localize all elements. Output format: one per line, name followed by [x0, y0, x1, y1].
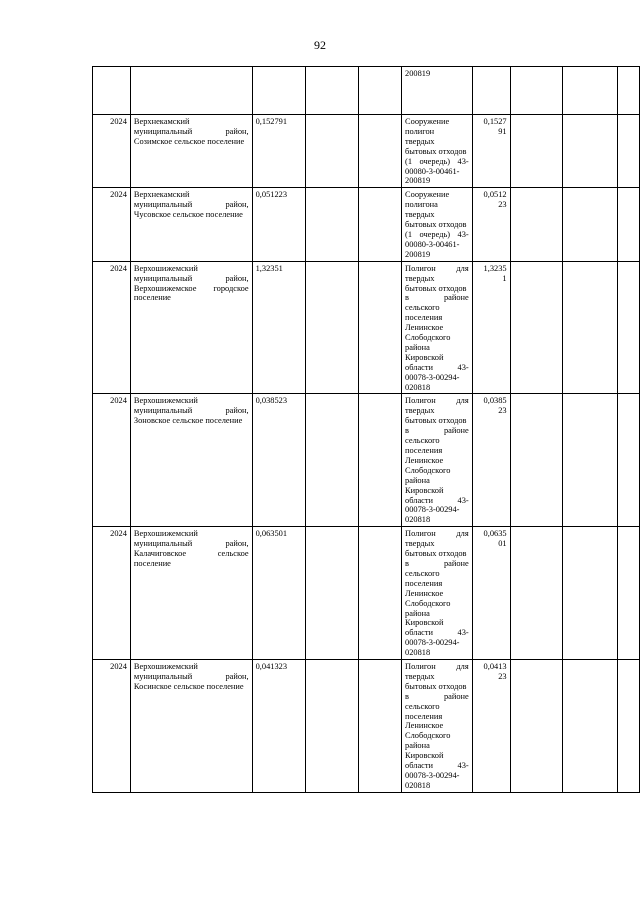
- object-line: Кировской: [405, 751, 444, 761]
- object-line: области 43-: [405, 761, 469, 771]
- cell-year: 2024: [93, 188, 131, 261]
- cell-volume: 0,063501: [252, 527, 305, 660]
- volume-2-line: 91: [498, 126, 507, 136]
- cell-municipality: Верхошижемский муниципальный район, Верхошижемское городское поселение: [130, 261, 252, 394]
- volume-2-line: 0,0385: [483, 396, 507, 406]
- object-line: Сооружение: [405, 117, 450, 126]
- volume-2-line: 1: [502, 273, 507, 283]
- object-line: Полигон для: [405, 662, 469, 672]
- cell-object: [402, 67, 473, 115]
- object-line: района: [405, 741, 430, 751]
- object-line: 200819: [405, 249, 431, 259]
- object-line: твердых: [405, 136, 435, 146]
- object-line: сельского: [405, 436, 440, 446]
- cell-empty: [510, 188, 563, 261]
- object-line: Слободского: [405, 333, 451, 343]
- cell-empty: [305, 660, 359, 793]
- cell-empty: [305, 67, 359, 115]
- cell-volume: 1,32351: [252, 261, 305, 394]
- cell-empty: [359, 660, 402, 793]
- cell-volume: 0,051223: [252, 188, 305, 261]
- cell-object: [402, 261, 473, 394]
- cell-municipality: Верхошижемский муниципальный район, Зоновское сельское поселение: [130, 394, 252, 527]
- table-row: [93, 261, 640, 394]
- object-line: бытовых отходов: [405, 220, 467, 230]
- object-line: поселения: [405, 711, 443, 721]
- object-line: области 43-: [405, 362, 469, 372]
- cell-volume-2: [472, 660, 510, 793]
- cell-empty: [618, 660, 640, 793]
- object-line: полигона: [405, 200, 438, 210]
- object-line: в районе: [405, 426, 469, 436]
- cell-empty: [563, 67, 618, 115]
- cell-empty: [305, 188, 359, 261]
- page-number: 92: [314, 38, 326, 52]
- object-line: твердых: [405, 406, 435, 416]
- cell-municipality: Верхошижемский муниципальный район, Косинское сельское поселение: [130, 660, 252, 793]
- object-line: бытовых отходов: [405, 283, 467, 293]
- object-line: 00078-3-00294-: [405, 505, 460, 515]
- cell-empty: [563, 660, 618, 793]
- object-line: Кировской: [405, 352, 444, 362]
- cell-empty: [510, 67, 563, 115]
- object-line: Полигон для: [405, 529, 469, 539]
- cell-volume: 0,041323: [252, 660, 305, 793]
- volume-2-line: 23: [498, 406, 507, 416]
- object-line: поселения: [405, 313, 443, 323]
- cell-empty: [305, 394, 359, 527]
- volume-2-line: 23: [498, 200, 507, 210]
- volume-2-line: 23: [498, 671, 507, 681]
- object-line: Ленинское: [405, 323, 444, 333]
- object-line: Ленинское: [405, 721, 444, 731]
- cell-object: [402, 115, 473, 188]
- volume-2-line: 0,0413: [483, 662, 507, 672]
- object-line: Ленинское: [405, 588, 444, 598]
- object-line: Сооружение: [405, 190, 450, 200]
- cell-object: [402, 660, 473, 793]
- cell-empty: [618, 115, 640, 188]
- object-line: твердых: [405, 671, 435, 681]
- volume-2-line: 0,0512: [483, 190, 507, 200]
- object-line: бытовых отходов: [405, 549, 467, 559]
- cell-municipality: Верхошижемский муниципальный район, Калачиговское сельское поселение: [130, 527, 252, 660]
- object-line: (1 очередь) 43-: [405, 229, 469, 239]
- cell-year: 2024: [93, 660, 131, 793]
- cell-empty: [563, 261, 618, 394]
- cell-year: 2024: [93, 527, 131, 660]
- cell-volume: 0,038523: [252, 394, 305, 527]
- object-line: Полигон для: [405, 396, 469, 406]
- object-line: области 43-: [405, 628, 469, 638]
- table-row: [93, 67, 640, 115]
- cell-volume-2: [472, 261, 510, 394]
- object-line: Кировской: [405, 485, 444, 495]
- cell-empty: [510, 660, 563, 793]
- object-line: района: [405, 342, 430, 352]
- object-line: 020818: [405, 515, 431, 525]
- cell-empty: [359, 261, 402, 394]
- object-line: 00078-3-00294-: [405, 771, 460, 780]
- object-line: в районе: [405, 293, 469, 303]
- object-line: в районе: [405, 691, 469, 701]
- cell-empty: [359, 188, 402, 261]
- cell-empty: [305, 527, 359, 660]
- cell-volume-2: [472, 67, 510, 115]
- object-line: 00078-3-00294-: [405, 372, 460, 382]
- object-line: 00080-3-00461-: [405, 239, 460, 249]
- object-line: 200819: [405, 176, 431, 186]
- cell-empty: [359, 115, 402, 188]
- cell-empty: [563, 188, 618, 261]
- object-line: 020818: [405, 780, 431, 790]
- object-line: Слободского: [405, 731, 451, 741]
- object-line: 020818: [405, 648, 431, 658]
- cell-empty: [510, 527, 563, 660]
- cell-empty: [359, 527, 402, 660]
- data-table: [92, 66, 640, 793]
- cell-empty: [618, 527, 640, 660]
- cell-empty: [305, 115, 359, 188]
- cell-empty: [359, 67, 402, 115]
- object-line: района: [405, 475, 430, 485]
- object-line: 200819: [405, 69, 431, 78]
- cell-empty: [359, 394, 402, 527]
- cell-volume: 0,152791: [252, 115, 305, 188]
- cell-empty: [618, 67, 640, 115]
- cell-empty: [510, 261, 563, 394]
- cell-empty: [618, 261, 640, 394]
- object-line: бытовых отходов: [405, 416, 467, 426]
- cell-empty: [618, 188, 640, 261]
- cell-municipality: Верхнекамский муниципальный район, Созимское сельское поселение: [130, 115, 252, 188]
- object-line: Слободского: [405, 598, 451, 608]
- object-line: твердых: [405, 210, 435, 220]
- cell-empty: [563, 115, 618, 188]
- object-line: твердых: [405, 273, 435, 283]
- object-line: бытовых отходов: [405, 681, 467, 691]
- cell-volume: [252, 67, 305, 115]
- cell-empty: [618, 394, 640, 527]
- table-row: [93, 660, 640, 793]
- object-line: Полигон для: [405, 263, 469, 273]
- table-row: [93, 188, 640, 261]
- volume-2-line: 01: [498, 539, 507, 549]
- cell-empty: [563, 394, 618, 527]
- cell-year: 2024: [93, 394, 131, 527]
- object-line: бытовых отходов: [405, 146, 467, 156]
- volume-2-line: 0,1527: [483, 117, 507, 126]
- cell-object: [402, 394, 473, 527]
- cell-object: [402, 188, 473, 261]
- cell-year: 2024: [93, 261, 131, 394]
- cell-empty: [563, 527, 618, 660]
- table-row: [93, 527, 640, 660]
- object-line: сельского: [405, 568, 440, 578]
- cell-volume-2: [472, 188, 510, 261]
- object-line: района: [405, 608, 430, 618]
- object-line: сельского: [405, 303, 440, 313]
- cell-empty: [305, 261, 359, 394]
- cell-object: [402, 527, 473, 660]
- object-line: твердых: [405, 539, 435, 549]
- object-line: сельского: [405, 701, 440, 711]
- object-line: Ленинское: [405, 455, 444, 465]
- cell-municipality: Верхнекамский муниципальный район, Чусовское сельское поселение: [130, 188, 252, 261]
- object-line: Кировской: [405, 618, 444, 628]
- object-line: 00078-3-00294-: [405, 638, 460, 648]
- cell-year: [93, 67, 131, 115]
- cell-year: 2024: [93, 115, 131, 188]
- object-line: (1 очередь) 43-: [405, 156, 469, 166]
- object-line: поселения: [405, 578, 443, 588]
- object-line: области 43-: [405, 495, 469, 505]
- object-line: полигон: [405, 126, 435, 136]
- cell-volume-2: [472, 394, 510, 527]
- volume-2-line: 0,0635: [483, 529, 507, 539]
- volume-2-line: 1,3235: [483, 263, 507, 273]
- table-row: [93, 115, 640, 188]
- object-line: в районе: [405, 558, 469, 568]
- cell-empty: [510, 115, 563, 188]
- table-body: [93, 67, 640, 793]
- object-line: 020818: [405, 382, 431, 392]
- cell-volume-2: [472, 115, 510, 188]
- table-row: [93, 394, 640, 527]
- cell-empty: [510, 394, 563, 527]
- cell-municipality: [130, 67, 252, 115]
- object-line: 00080-3-00461-: [405, 166, 460, 176]
- object-line: Слободского: [405, 465, 451, 475]
- cell-volume-2: [472, 527, 510, 660]
- object-line: поселения: [405, 446, 443, 455]
